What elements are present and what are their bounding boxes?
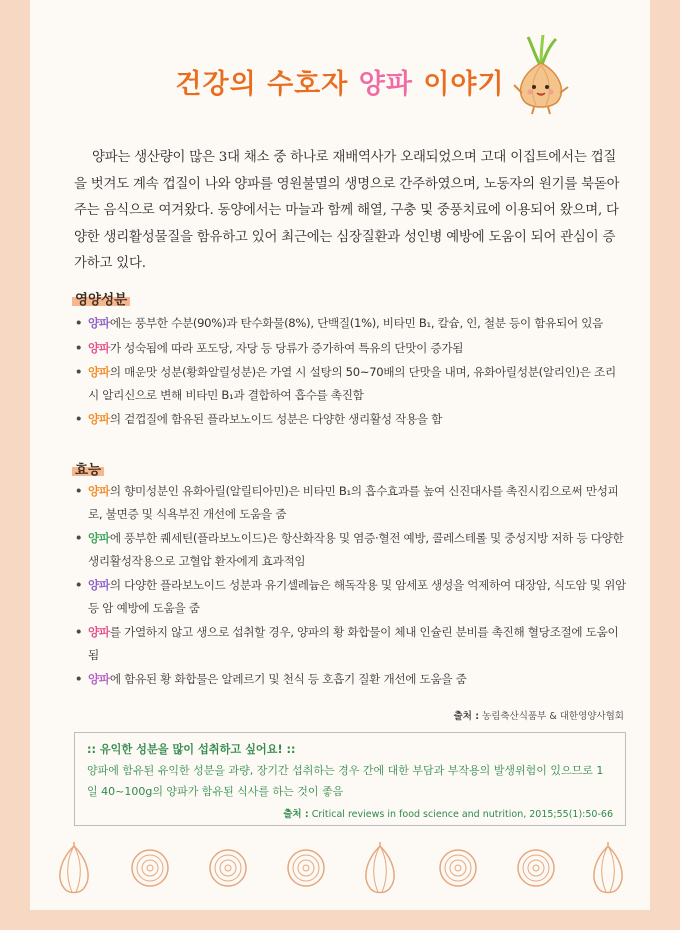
list-item-text: 에는 풍부한 수분(90%)과 탄수화물(8%), 단백질(1%), 비타민 B₁, 칼슘, 인, 철분 등이 함유되어 있음 xyxy=(109,316,604,330)
bullet: • xyxy=(75,531,83,545)
bullet: • xyxy=(75,625,83,639)
onion-icon xyxy=(60,842,88,893)
onion-word: 양파 xyxy=(88,578,110,592)
list-item xyxy=(74,668,626,691)
intro-paragraph: 양파는 생산량이 많은 3대 채소 중 하나로 재배역사가 오래되었으며 고대 이집트에서는 껍질을 벗겨도 계속 껍질이 나와 양파를 영원불멸의 생명으로 간주하였으며, 노동자의 원기를 북돋아 주는 음식으로 여겨왔다. 동양에서는 마늘과 함께 해열, 구충 및 중풍치료에 이용되어 왔으며, 다양한 생리활성물질을 함유하고 있어 최근에는 심장질환과 성인병 예방에 도움이 되어 관심이 증가하고 있다. xyxy=(74,150,620,272)
source-citation xyxy=(454,708,624,722)
page-title xyxy=(175,62,504,101)
title-part3: 이야기 xyxy=(423,69,505,100)
onion-icon xyxy=(366,842,394,893)
source-label: 출처 : xyxy=(453,711,480,722)
intake-note-title: :: 유익한 성분을 많이 섭취하고 싶어요! :: xyxy=(87,743,296,756)
onion-word: 양파 xyxy=(88,484,110,498)
intake-note-source-label: 출처 : xyxy=(283,809,309,820)
list-item-text: 의 다양한 플라보노이드 성분과 유기셀레늄은 해독작용 및 암세포 생성을 억제하여 대장암, 식도암 및 위암 등 암 예방에 도움을 줌 xyxy=(88,578,626,615)
list-item-text: 를 가열하지 않고 생으로 섭취할 경우, 양파의 황 화합물이 체내 인슐린 분비를 촉진해 혈당조절에 도움이 됨 xyxy=(88,625,619,662)
list-item-text: 의 향미성분인 유화아릴(알릴티아민)은 비타민 B₁의 흡수효과를 높여 신진대사를 촉진시킴으로써 만성피로, 불면증 및 식욕부진 개선에 도움을 줌 xyxy=(88,484,619,521)
intake-note-text: 양파에 함유된 유익한 성분을 과량, 장기간 섭취하는 경우 간에 대한 부담과 부작용의 발생위험이 있으므로 1일 40~100g의 양파가 함유된 식사를 하는 것이 좋음 xyxy=(87,764,604,798)
list-item-text: 에 풍부한 퀘세틴(플라보노이드)은 항산화작용 및 염증·혈전 예방, 콜레스테롤 및 중성지방 저하 등 다양한 생리활성작용으로 고혈압 환자에게 효과적임 xyxy=(88,531,624,568)
intake-note-source-text: Critical reviews in food science and nutrition, 2015;55(1):50-66 xyxy=(311,809,613,820)
page xyxy=(30,0,650,910)
bullet: • xyxy=(75,340,83,355)
bullet: • xyxy=(75,365,83,379)
onion-slice-icon xyxy=(132,850,168,886)
list-item xyxy=(74,312,626,335)
title-part2: 양파 xyxy=(358,69,413,100)
nutrition-heading: 영양성분 xyxy=(72,288,130,306)
onion-slice-icon xyxy=(440,850,476,886)
onion-mascot-icon xyxy=(510,35,572,115)
title-part1: 건강의 수호자 xyxy=(175,69,349,100)
list-item xyxy=(74,480,626,525)
bullet: • xyxy=(75,316,83,330)
list-item-text: 가 성숙됨에 따라 포도당, 자당 등 당류가 증가하여 특유의 단맛이 증가됨 xyxy=(109,340,464,355)
source-text: 농림축산식품부 & 대한영양사협회 xyxy=(482,711,624,722)
bullet: • xyxy=(75,672,83,686)
list-item xyxy=(74,408,626,431)
footer-onion-decoration xyxy=(30,840,650,900)
onion-word: 양파 xyxy=(88,340,110,355)
onion-slice-icon xyxy=(210,850,246,886)
effects-heading: 효능 xyxy=(72,458,104,476)
list-item-text: 에 함유된 황 화합물은 알레르기 및 천식 등 호흡기 질환 개선에 도움을 줌 xyxy=(109,672,467,686)
onion-icon xyxy=(594,842,622,893)
onion-word: 양파 xyxy=(88,625,110,639)
onion-slice-icon xyxy=(518,850,554,886)
list-item xyxy=(74,337,626,360)
list-item xyxy=(74,527,626,572)
bullet: • xyxy=(75,578,83,592)
onion-word: 양파 xyxy=(88,412,110,426)
onion-slice-icon xyxy=(288,850,324,886)
bullet: • xyxy=(75,412,83,426)
onion-word: 양파 xyxy=(88,531,110,545)
nutrition-list xyxy=(74,312,626,433)
bullet: • xyxy=(75,484,83,498)
intake-note-box xyxy=(74,732,626,826)
list-item-text: 의 매운맛 성분(황화알릴성분)은 가열 시 설탕의 50~70배의 단맛을 내며, 유화아릴성분(알리인)은 조리 시 알리신으로 변해 비타민 B₁과 결합하여 흡수를 촉진함 xyxy=(88,365,616,402)
list-item xyxy=(74,574,626,619)
list-item-text: 의 겉껍질에 함유된 플라보노이드 성분은 다양한 생리활성 작용을 함 xyxy=(109,412,443,426)
list-item xyxy=(74,361,626,406)
effects-list xyxy=(74,480,626,693)
intake-note-source xyxy=(283,806,613,820)
list-item xyxy=(74,621,626,666)
onion-word: 양파 xyxy=(88,672,110,686)
onion-word: 양파 xyxy=(88,365,110,379)
onion-word: 양파 xyxy=(88,316,110,330)
